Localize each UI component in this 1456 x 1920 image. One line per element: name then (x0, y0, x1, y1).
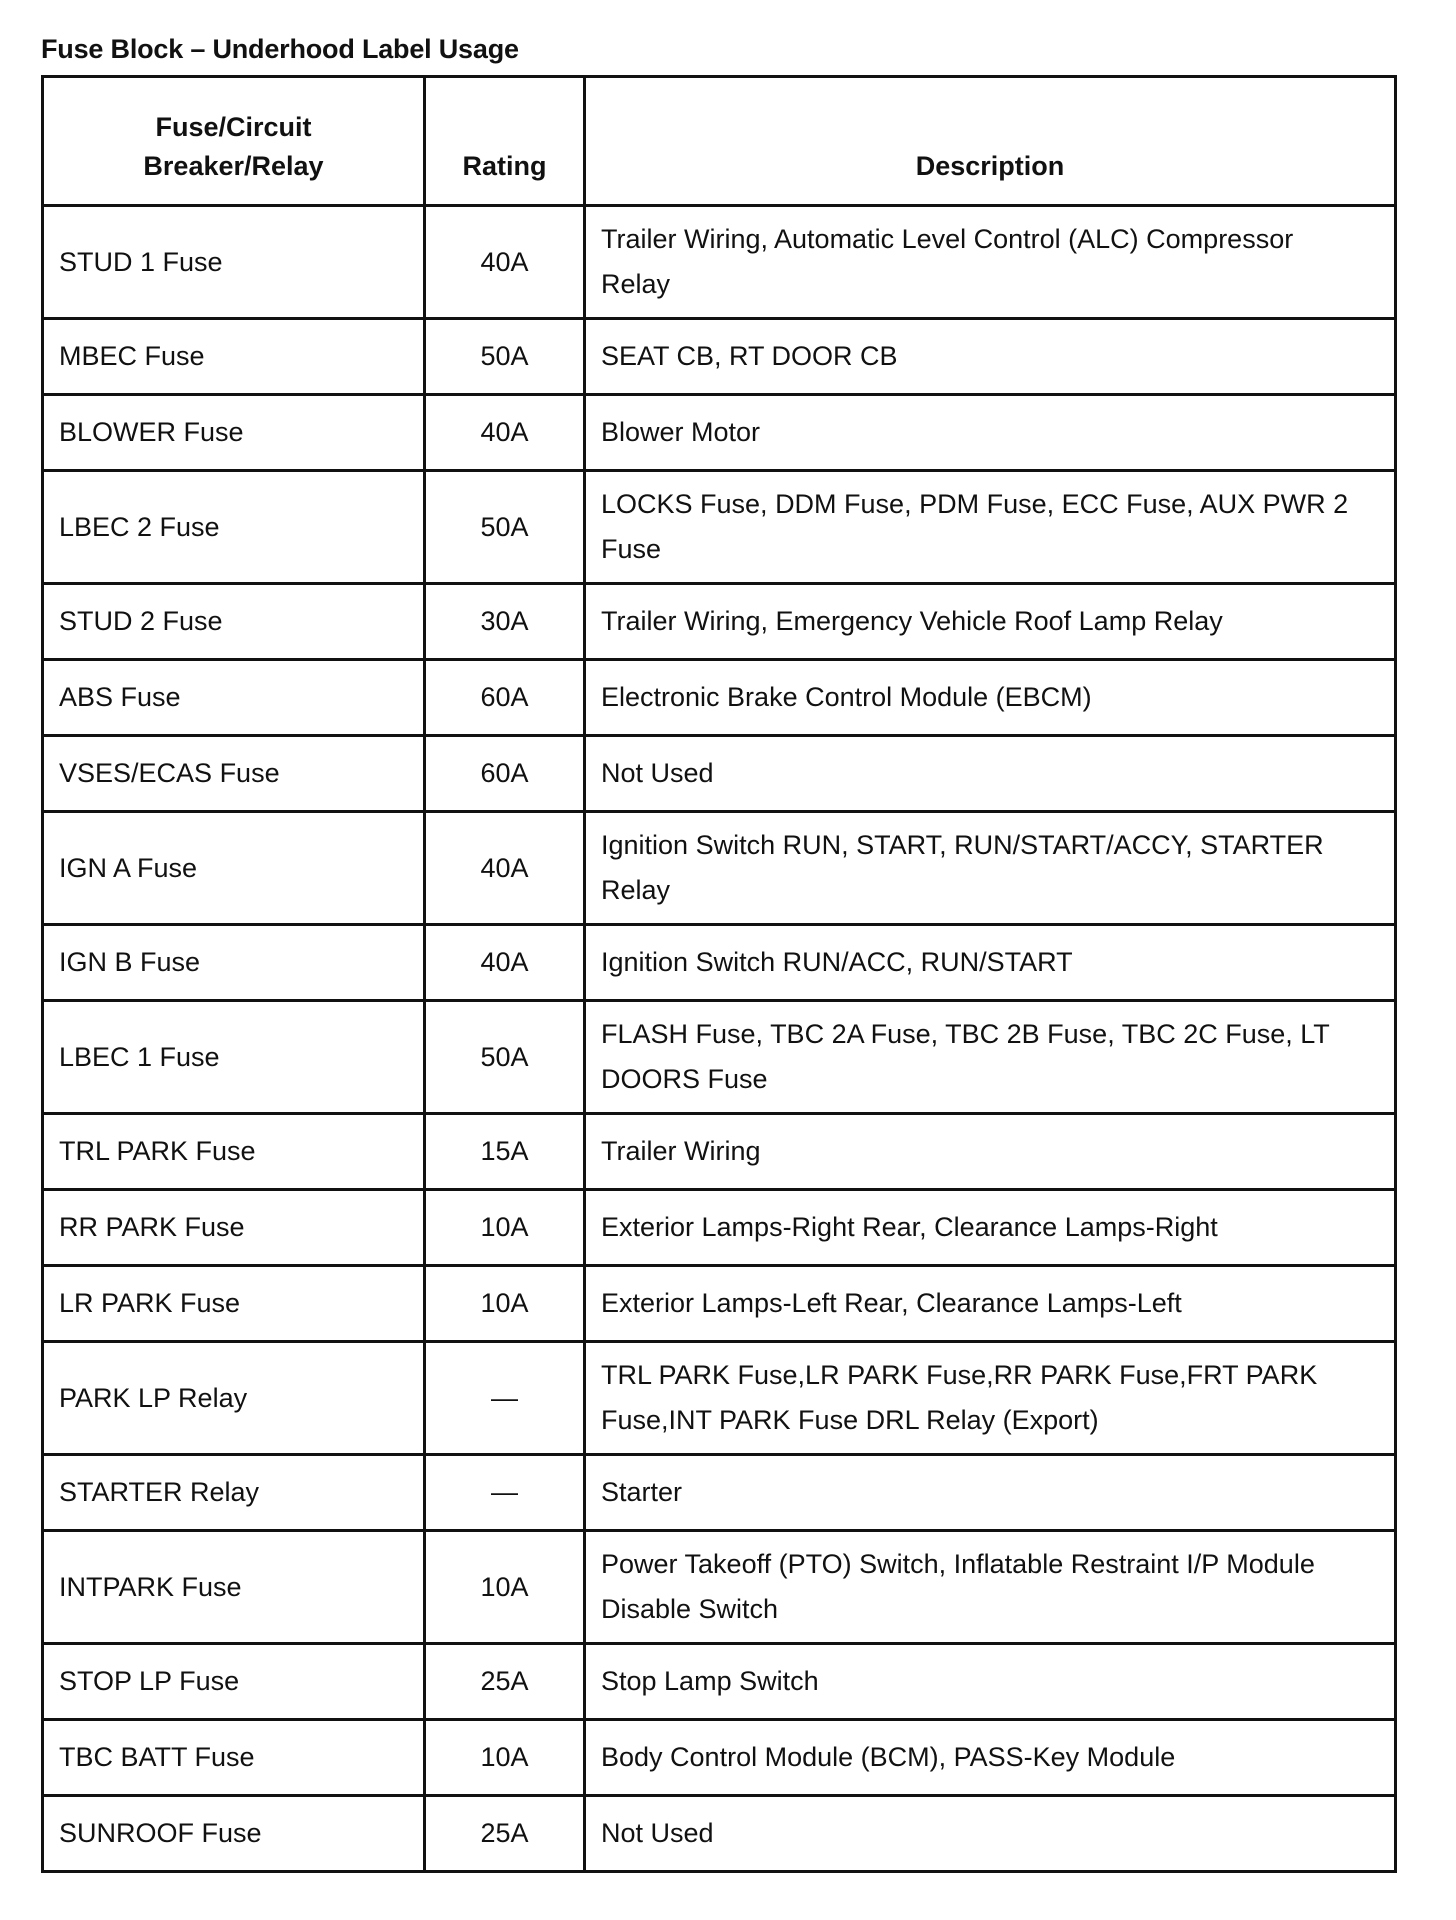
rating-cell: 40A (425, 925, 585, 1001)
fuse-cell: IGN A Fuse (43, 812, 425, 925)
fuse-cell: BLOWER Fuse (43, 395, 425, 471)
fuse-cell: LR PARK Fuse (43, 1266, 425, 1342)
table-row (43, 812, 1396, 925)
fuse-cell: TBC BATT Fuse (43, 1720, 425, 1796)
fuse-cell: LBEC 2 Fuse (43, 471, 425, 584)
table-row (43, 1644, 1396, 1720)
fuse-cell: TRL PARK Fuse (43, 1114, 425, 1190)
rating-cell: 60A (425, 660, 585, 736)
table-row (43, 1342, 1396, 1455)
fuse-cell: STOP LP Fuse (43, 1644, 425, 1720)
fuse-table (41, 75, 1397, 1873)
description-cell: Electronic Brake Control Module (EBCM) (585, 660, 1396, 736)
rating-cell: 50A (425, 471, 585, 584)
fuse-cell: STARTER Relay (43, 1455, 425, 1531)
rating-cell: 10A (425, 1266, 585, 1342)
table-row (43, 1190, 1396, 1266)
description-cell: SEAT CB, RT DOOR CB (585, 319, 1396, 395)
rating-cell: 25A (425, 1796, 585, 1872)
rating-cell: 10A (425, 1531, 585, 1644)
table-row (43, 925, 1396, 1001)
fuse-cell: STUD 2 Fuse (43, 584, 425, 660)
header-row (43, 77, 1396, 206)
header-fuse: Fuse/Circuit Breaker/Relay (43, 77, 425, 206)
page-title: Fuse Block – Underhood Label Usage (41, 34, 519, 64)
table-row (43, 1266, 1396, 1342)
description-cell: Ignition Switch RUN/ACC, RUN/START (585, 925, 1396, 1001)
table-row (43, 471, 1396, 584)
description-cell: Blower Motor (585, 395, 1396, 471)
description-cell: Trailer Wiring, Emergency Vehicle Roof Lamp Relay (585, 584, 1396, 660)
rating-cell: 10A (425, 1190, 585, 1266)
fuse-cell: RR PARK Fuse (43, 1190, 425, 1266)
header-rating: Rating (425, 77, 585, 206)
description-cell: TRL PARK Fuse,LR PARK Fuse,RR PARK Fuse,FRT PARK Fuse,INT PARK Fuse DRL Relay (Export) (585, 1342, 1396, 1455)
description-cell: LOCKS Fuse, DDM Fuse, PDM Fuse, ECC Fuse, AUX PWR 2 Fuse (585, 471, 1396, 584)
fuse-cell: LBEC 1 Fuse (43, 1001, 425, 1114)
description-cell: Exterior Lamps-Right Rear, Clearance Lamps-Right (585, 1190, 1396, 1266)
rating-cell: 60A (425, 736, 585, 812)
description-cell: FLASH Fuse, TBC 2A Fuse, TBC 2B Fuse, TBC 2C Fuse, LT DOORS Fuse (585, 1001, 1396, 1114)
description-cell: Not Used (585, 1796, 1396, 1872)
fuse-cell: INTPARK Fuse (43, 1531, 425, 1644)
header-description: Description (585, 77, 1396, 206)
description-cell: Trailer Wiring (585, 1114, 1396, 1190)
rating-cell: 15A (425, 1114, 585, 1190)
table-row (43, 660, 1396, 736)
rating-cell: 10A (425, 1720, 585, 1796)
description-cell: Exterior Lamps-Left Rear, Clearance Lamps-Left (585, 1266, 1396, 1342)
fuse-cell: PARK LP Relay (43, 1342, 425, 1455)
table-row (43, 1455, 1396, 1531)
table-row (43, 319, 1396, 395)
fuse-cell: VSES/ECAS Fuse (43, 736, 425, 812)
rating-cell: 30A (425, 584, 585, 660)
description-cell: Starter (585, 1455, 1396, 1531)
fuse-cell: SUNROOF Fuse (43, 1796, 425, 1872)
rating-cell: 50A (425, 1001, 585, 1114)
table-row (43, 206, 1396, 319)
description-cell: Body Control Module (BCM), PASS-Key Module (585, 1720, 1396, 1796)
description-cell: Stop Lamp Switch (585, 1644, 1396, 1720)
fuse-cell: IGN B Fuse (43, 925, 425, 1001)
rating-cell: 40A (425, 395, 585, 471)
fuse-cell: ABS Fuse (43, 660, 425, 736)
table-row (43, 1114, 1396, 1190)
fuse-cell: STUD 1 Fuse (43, 206, 425, 319)
table-row (43, 1531, 1396, 1644)
rating-cell: 50A (425, 319, 585, 395)
table-row (43, 395, 1396, 471)
rating-cell: 40A (425, 206, 585, 319)
description-cell: Not Used (585, 736, 1396, 812)
fuse-cell: MBEC Fuse (43, 319, 425, 395)
rating-cell: — (425, 1455, 585, 1531)
rating-cell: 40A (425, 812, 585, 925)
rating-cell: — (425, 1342, 585, 1455)
description-cell: Trailer Wiring, Automatic Level Control (ALC) Compressor Relay (585, 206, 1396, 319)
table-row (43, 1720, 1396, 1796)
table-row (43, 1001, 1396, 1114)
rating-cell: 25A (425, 1644, 585, 1720)
table-row (43, 736, 1396, 812)
table-row (43, 584, 1396, 660)
table-row (43, 1796, 1396, 1872)
description-cell: Power Takeoff (PTO) Switch, Inflatable Restraint I/P Module Disable Switch (585, 1531, 1396, 1644)
description-cell: Ignition Switch RUN, START, RUN/START/ACCY, STARTER Relay (585, 812, 1396, 925)
